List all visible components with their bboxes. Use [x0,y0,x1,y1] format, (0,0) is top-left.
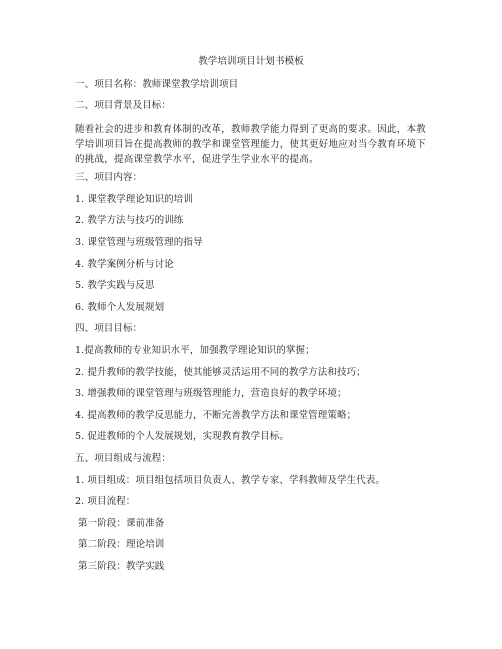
document-title: 教学培训项目计划书模板 [198,56,304,67]
structure-item-2: 2. 项目流程： [75,496,136,507]
goal-item-5: 5. 促进教师的个人发展规划，实现教育教学目标。 [75,431,289,442]
content-item-2: 2. 教学方法与技巧的训练 [75,215,184,226]
background-paragraph: 随着社会的进步和教育体制的改革，教师教学能力得到了更高的要求。因此，本教学培训项目旨在提高教师的教学和课堂管理能力，使其更好地应对当今教育环境下的挑战，提高课堂教学水平，促进学生学业水平的提高。 [75,124,427,165]
section-heading-background: 二、项目背景及目标： [75,100,172,111]
stage-item-1: 第一阶段：课前准备 [78,518,165,529]
content-item-6: 6. 教师个人发展规划 [75,302,165,313]
section-heading-structure: 五、项目组成与流程： [75,453,172,464]
stage-item-3: 第三阶段：教学实践 [78,561,165,572]
content-item-4: 4. 教学案例分析与讨论 [75,259,174,270]
content-item-1: 1. 课堂教学理论知识的培训 [75,194,193,205]
goal-item-4: 4. 提高教师的教学反思能力，不断完善教学方法和课堂管理策略； [75,410,357,421]
section-heading-project-name: 一、项目名称：教师课堂教学培训项目 [75,79,239,90]
goal-item-2: 2. 提升教师的教学技能，使其能够灵活运用不同的教学方法和技巧； [75,367,366,378]
content-item-5: 5. 教学实践与反思 [75,280,155,291]
section-heading-content: 三、项目内容： [75,172,143,183]
section-heading-goals: 四、项目目标： [75,323,143,334]
goal-item-3: 3. 增强教师的课堂管理与班级管理能力，营造良好的教学环境； [75,388,347,399]
content-item-3: 3. 课堂管理与班级管理的指导 [75,237,203,248]
stage-item-2: 第二阶段：理论培训 [78,539,165,550]
goal-item-1: 1.提高教师的专业知识水平，加强教学理论知识的掌握； [75,345,315,356]
structure-item-1: 1. 项目组成：项目组包括项目负责人、教学专家、学科教师及学生代表。 [75,475,385,486]
